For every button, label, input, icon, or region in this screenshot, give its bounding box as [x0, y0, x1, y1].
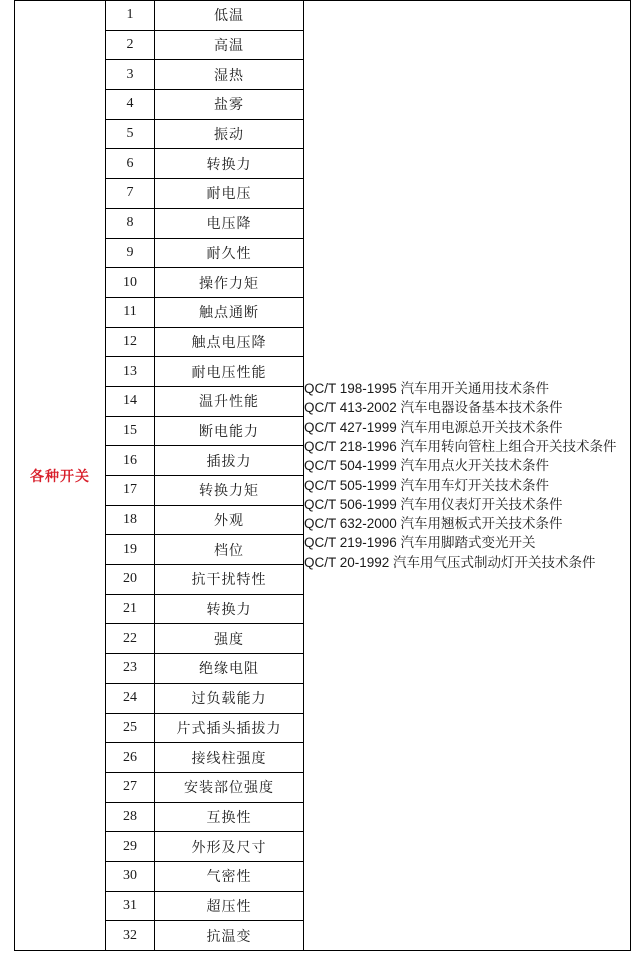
row-number: 28 [106, 802, 155, 832]
test-item: 外形及尺寸 [155, 832, 304, 862]
row-number: 5 [106, 119, 155, 149]
row-number: 17 [106, 476, 155, 506]
row-number: 20 [106, 565, 155, 595]
test-item: 绝缘电阻 [155, 654, 304, 684]
test-item: 抗温变 [155, 921, 304, 951]
test-item: 超压性 [155, 891, 304, 921]
test-item: 盐雾 [155, 90, 304, 120]
row-number: 1 [106, 1, 155, 31]
row-number: 3 [106, 60, 155, 90]
row-number: 10 [106, 268, 155, 298]
row-number: 24 [106, 683, 155, 713]
row-number: 7 [106, 179, 155, 209]
standard-line: QC/T 427-1999 汽车用电源总开关技术条件 [304, 419, 563, 435]
test-item: 触点电压降 [155, 327, 304, 357]
test-item: 耐电压 [155, 179, 304, 209]
row-number: 29 [106, 832, 155, 862]
row-number: 6 [106, 149, 155, 179]
standard-line: QC/T 632-2000 汽车用翘板式开关技术条件 [304, 516, 563, 532]
row-number: 8 [106, 208, 155, 238]
test-item: 高温 [155, 30, 304, 60]
row-number: 21 [106, 594, 155, 624]
test-item: 转换力矩 [155, 476, 304, 506]
row-number: 11 [106, 297, 155, 327]
row-number: 13 [106, 357, 155, 387]
test-item: 强度 [155, 624, 304, 654]
standard-line: QC/T 504-1999 汽车用点火开关技术条件 [304, 458, 550, 474]
test-item: 抗干扰特性 [155, 565, 304, 595]
test-item: 接线柱强度 [155, 743, 304, 773]
test-item: 触点通断 [155, 297, 304, 327]
standard-line: QC/T 506-1999 汽车用仪表灯开关技术条件 [304, 496, 563, 512]
test-item: 湿热 [155, 60, 304, 90]
test-item: 振动 [155, 119, 304, 149]
standard-line: QC/T 198-1995 汽车用开关通用技术条件 [304, 381, 550, 397]
row-number: 16 [106, 446, 155, 476]
test-item: 温升性能 [155, 386, 304, 416]
row-number: 2 [106, 30, 155, 60]
row-number: 18 [106, 505, 155, 535]
standards-list [304, 379, 630, 572]
test-item: 转换力 [155, 149, 304, 179]
test-item: 操作力矩 [155, 268, 304, 298]
test-item: 气密性 [155, 861, 304, 891]
test-item: 插拔力 [155, 446, 304, 476]
row-number: 14 [106, 386, 155, 416]
row-number: 31 [106, 891, 155, 921]
test-item: 低温 [155, 1, 304, 31]
standard-line: QC/T 218-1996 汽车用转向管柱上组合开关技术条件 [304, 438, 617, 454]
row-number: 32 [106, 921, 155, 951]
row-number: 19 [106, 535, 155, 565]
test-item: 断电能力 [155, 416, 304, 446]
row-number: 26 [106, 743, 155, 773]
row-number: 23 [106, 654, 155, 684]
standard-line: QC/T 413-2002 汽车电器设备基本技术条件 [304, 400, 563, 416]
test-item: 安装部位强度 [155, 772, 304, 802]
standard-line: QC/T 219-1996 汽车用脚踏式变光开关 [304, 535, 536, 551]
test-item: 过负载能力 [155, 683, 304, 713]
row-number: 27 [106, 772, 155, 802]
test-item: 互换性 [155, 802, 304, 832]
row-number: 15 [106, 416, 155, 446]
test-item: 片式插头插拔力 [155, 713, 304, 743]
test-item: 转换力 [155, 594, 304, 624]
test-item: 耐久性 [155, 238, 304, 268]
standards-cell [304, 1, 631, 951]
test-item: 外观 [155, 505, 304, 535]
test-item: 耐电压性能 [155, 357, 304, 387]
row-number: 9 [106, 238, 155, 268]
row-number: 4 [106, 90, 155, 120]
row-number: 25 [106, 713, 155, 743]
standard-line: QC/T 20-1992 汽车用气压式制动灯开关技术条件 [304, 554, 596, 570]
category-cell: 各种开关 [15, 1, 106, 951]
table-body [15, 1, 631, 951]
row-number: 22 [106, 624, 155, 654]
switch-test-items-table [14, 0, 631, 951]
table-row [15, 1, 631, 31]
row-number: 30 [106, 861, 155, 891]
row-number: 12 [106, 327, 155, 357]
standard-line: QC/T 505-1999 汽车用车灯开关技术条件 [304, 477, 550, 493]
test-item: 档位 [155, 535, 304, 565]
test-item: 电压降 [155, 208, 304, 238]
